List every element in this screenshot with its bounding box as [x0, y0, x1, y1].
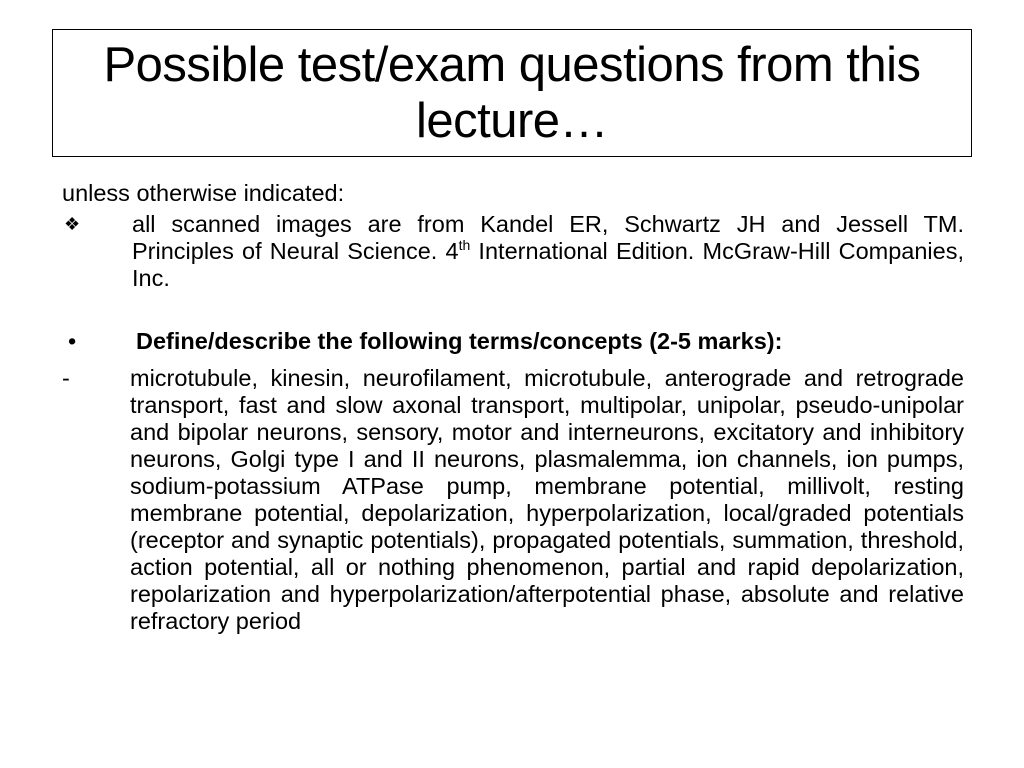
- intro-text: unless otherwise indicated:: [62, 180, 345, 206]
- task-item: [62, 328, 964, 355]
- slide-title-box: [52, 29, 972, 157]
- spacer: [62, 292, 964, 328]
- diamond-bullet-icon: ❖: [64, 214, 81, 234]
- dash-marker: -: [62, 365, 70, 391]
- slide-title: Possible test/exam questions from this lecture…: [103, 38, 921, 148]
- task-heading: Define/describe the following terms/concepts (2-5 marks):: [136, 328, 783, 354]
- slide-content: [62, 180, 964, 635]
- credit-superscript: th: [458, 237, 471, 254]
- credit-text-end: International Edition. McGraw-Hill Companies, Inc.: [132, 238, 964, 291]
- credit-text-start: all scanned images are from Kandel ER, Schwartz JH and Jessell TM. Principles of Neural Science. 4: [132, 211, 964, 264]
- terms-item: [62, 365, 964, 635]
- dot-bullet-icon: •: [68, 328, 77, 354]
- credit-item: [62, 211, 964, 292]
- terms-list: microtubule, kinesin, neurofilament, microtubule, anterograde and retrograde transport, fast and slow axonal transport, multipolar, unipolar, pseudo-unipolar and bipolar neurons, sensory, motor and interneurons, excitatory and inhibitory neurons, Golgi type I and II neurons, plasmalemma, ion channels, ion pumps, sodium-potassium ATPase pump, membrane potential, millivolt, resting membrane potential, depolarization, hyperpolarization, local/graded potentials (receptor and synaptic potentials), propagated potentials, summation, threshold, action potential, all or nothing phenomenon, partial and rapid depolarization, repolarization and hyperpolarization/afterpotential phase, absolute and relative refractory period: [130, 365, 964, 634]
- credit-text: [132, 211, 964, 292]
